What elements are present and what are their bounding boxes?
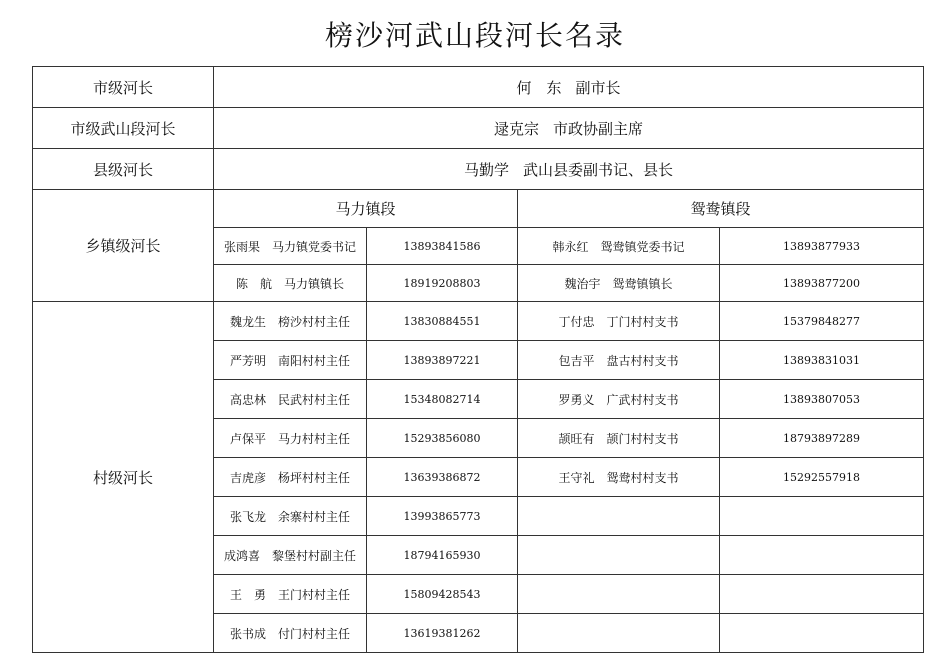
village-left-phone: 13639386872 xyxy=(367,458,518,497)
city-wushan-chief-cell xyxy=(214,108,924,149)
county-chief-label: 县级河长 xyxy=(33,149,214,190)
village-right-name xyxy=(518,614,720,653)
village-left-phone: 13619381262 xyxy=(367,614,518,653)
village-right-name: 颉旺有 颉门村村支书 xyxy=(518,419,720,458)
township-chief-label: 乡镇级河长 xyxy=(33,190,214,302)
village-left-phone: 15348082714 xyxy=(367,380,518,419)
county-chief-cell xyxy=(214,149,924,190)
yuanyang-section-header: 鸳鸯镇段 xyxy=(518,190,924,228)
village-right-phone: 15379848277 xyxy=(720,302,924,341)
township-right-phone: 13893877933 xyxy=(720,228,924,265)
row-county-chief xyxy=(33,149,924,190)
row-city-chief xyxy=(33,67,924,108)
table-row xyxy=(33,302,924,341)
village-right-name: 包吉平 盘古村村支书 xyxy=(518,341,720,380)
city-chief-cell xyxy=(214,67,924,108)
village-left-name: 魏龙生 榜沙村村主任 xyxy=(214,302,367,341)
village-right-name: 王守礼 鸳鸯村村支书 xyxy=(518,458,720,497)
township-left-name: 张雨果 马力镇党委书记 xyxy=(214,228,367,265)
village-right-phone xyxy=(720,614,924,653)
township-right-phone: 13893877200 xyxy=(720,265,924,302)
village-left-phone: 13993865773 xyxy=(367,497,518,536)
village-left-name: 吉虎彦 杨坪村村主任 xyxy=(214,458,367,497)
village-left-name: 严芳明 南阳村村主任 xyxy=(214,341,367,380)
village-left-name: 成鸿喜 黎堡村村副主任 xyxy=(214,536,367,575)
village-left-name: 卢保平 马力村村主任 xyxy=(214,419,367,458)
river-chief-table xyxy=(32,66,924,653)
village-chief-label: 村级河长 xyxy=(33,302,214,653)
village-left-name: 高忠林 民武村村主任 xyxy=(214,380,367,419)
city-chief-name: 何 东 xyxy=(516,78,562,97)
county-chief-name: 马勤学 xyxy=(464,160,510,179)
village-right-phone: 15292557918 xyxy=(720,458,924,497)
village-right-phone xyxy=(720,497,924,536)
city-wushan-chief-role: 市政协副主席 xyxy=(553,119,644,138)
village-right-name xyxy=(518,536,720,575)
township-left-phone: 13893841586 xyxy=(367,228,518,265)
village-right-name: 罗勇义 广武村村支书 xyxy=(518,380,720,419)
city-wushan-chief-name: 逯克宗 xyxy=(494,119,540,138)
village-left-phone: 13893897221 xyxy=(367,341,518,380)
row-township-headers xyxy=(33,190,924,228)
township-left-name: 陈 航 马力镇镇长 xyxy=(214,265,367,302)
village-right-name: 丁付忠 丁门村村支书 xyxy=(518,302,720,341)
village-left-name: 张飞龙 余寨村村主任 xyxy=(214,497,367,536)
village-right-name xyxy=(518,575,720,614)
township-right-name: 魏治宇 鸳鸯镇镇长 xyxy=(518,265,720,302)
mali-section-header: 马力镇段 xyxy=(214,190,518,228)
township-right-name: 韩永红 鸳鸯镇党委书记 xyxy=(518,228,720,265)
row-city-wushan-chief xyxy=(33,108,924,149)
city-wushan-chief-label: 市级武山段河长 xyxy=(33,108,214,149)
village-left-phone: 15293856080 xyxy=(367,419,518,458)
county-chief-role: 武山县委副书记、县长 xyxy=(523,160,674,179)
village-right-name xyxy=(518,497,720,536)
village-left-phone: 13830884551 xyxy=(367,302,518,341)
village-left-phone: 15809428543 xyxy=(367,575,518,614)
township-left-phone: 18919208803 xyxy=(367,265,518,302)
village-left-name: 王 勇 王门村村主任 xyxy=(214,575,367,614)
village-left-phone: 18794165930 xyxy=(367,536,518,575)
city-chief-label: 市级河长 xyxy=(33,67,214,108)
village-right-phone: 13893807053 xyxy=(720,380,924,419)
village-right-phone: 13893831031 xyxy=(720,341,924,380)
village-right-phone xyxy=(720,575,924,614)
page-title: 榜沙河武山段河长名录 xyxy=(324,19,625,52)
village-right-phone xyxy=(720,536,924,575)
village-right-phone: 18793897289 xyxy=(720,419,924,458)
village-left-name: 张书成 付门村村主任 xyxy=(214,614,367,653)
city-chief-role: 副市长 xyxy=(575,78,621,97)
